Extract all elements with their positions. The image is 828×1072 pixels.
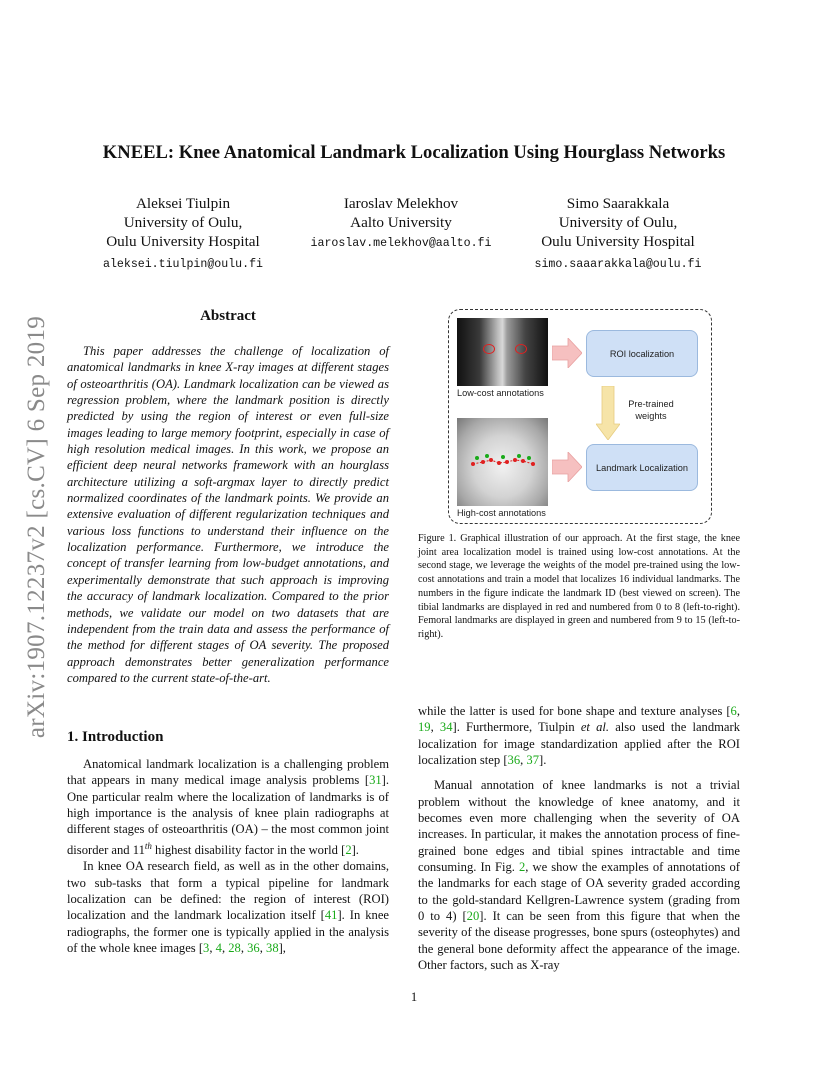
author-email: aleksei.tiulpin@oulu.fi [102, 258, 264, 271]
roi-marker-left [483, 344, 495, 354]
landmark-localization-box: Landmark Localization [586, 444, 698, 491]
citation-link[interactable]: 19 [418, 720, 431, 735]
author-name: Aleksei Tiulpin [135, 195, 231, 212]
arrow-right-icon [552, 338, 582, 368]
intro-column-right [418, 703, 740, 974]
intro-paragraph-1: Anatomical landmark localization is a challenging problem that appears in many medical image analysis problems [31]. One particular realm where the localization of landmarks is of high importance is the analysis of knee plain radiographs at different stages of osteoarthritis (OA) – the most common joint disorder and 11th highest disability factor in the world [2]. [67, 757, 389, 857]
author-block-2 [290, 194, 512, 253]
citation-link[interactable]: 36 [247, 940, 260, 955]
roi-marker-right [515, 344, 527, 354]
citation-link[interactable]: 36 [507, 753, 521, 768]
author-email: iaroslav.melekhov@aalto.fi [310, 237, 492, 250]
citation-link[interactable]: 34 [439, 720, 453, 735]
author-block-3 [520, 194, 716, 274]
citation-link[interactable]: 38 [266, 940, 279, 955]
intro-column-left [67, 756, 389, 956]
author-affiliation: University of Oulu, [123, 214, 243, 231]
author-affiliation: Oulu University Hospital [541, 233, 695, 250]
arxiv-id-text: arXiv:1907.12237v2 [cs.CV] 6 Sep 2019 [23, 315, 50, 739]
citation-link[interactable]: 4 [215, 940, 222, 955]
paper-title: KNEEL: Knee Anatomical Landmark Localization Using Hourglass Networks [102, 142, 726, 163]
intro-paragraph-2: In knee OA research field, as well as in the other domains, two sub-tasks that form a typical pipeline for landmark localization can be defined: the region of interest (ROI) localization and the landmark localization itself [41]. In knee radiographs, the former one is typically applied in the analysis of the whole knee images [3, 4, 28, 36, 38], [67, 859, 389, 955]
pretrained-weights-label: Pre-trained weights [628, 399, 674, 421]
author-block-1 [90, 194, 276, 274]
low-cost-label: Low-cost annotations [457, 388, 544, 398]
citation-link[interactable]: 3 [203, 940, 210, 955]
section-heading-introduction: 1. Introduction [67, 729, 164, 745]
right-paragraph-2: Manual annotation of knee landmarks is not a trivial problem without the knowledge of knee anatomy, and it becomes even more challenging when the severity of OA increases. In particular, it makes the annotation process of fine-grained bone edges and tibial spines intractable and time consuming. In Fig. 2, we show the examples of annotations of the landmarks for each stage of OA severity graded according to the gold-standard Kellgren-Lawrence system (grading from 0 to 4) [20]. It can be seen from this figure that when the severity of the disease progresses, bone spurs (osteophytes) and the general bone deformity affect the appearance of the image. Other factors, such as X-ray [418, 778, 740, 973]
author-affiliation: Oulu University Hospital [106, 233, 260, 250]
arrow-right-icon [552, 452, 582, 482]
citation-link[interactable]: 28 [228, 940, 241, 955]
author-name: Iaroslav Melekhov [343, 195, 459, 212]
citation-link[interactable]: 37 [526, 753, 540, 768]
right-paragraph-1: while the latter is used for bone shape and texture analyses [6, 19, 34]. Furthermore, Tiulpin et al. also used the landmark localization for image standardization applied after the ROI localization step [36, 37]. [418, 704, 741, 768]
low-cost-xray-image [457, 318, 548, 386]
arrow-down-icon [596, 386, 620, 440]
citation-link[interactable]: 2 [518, 860, 526, 875]
citation-link[interactable]: 2 [345, 842, 352, 857]
roi-localization-box: ROI localization [586, 330, 698, 377]
abstract-body [67, 343, 389, 686]
high-cost-xray-image [457, 418, 548, 506]
author-email: simo.saaarakkala@oulu.fi [534, 258, 702, 271]
citation-link[interactable]: 6 [730, 704, 737, 718]
page-number: 1 [410, 990, 418, 1004]
author-name: Simo Saarakkala [566, 195, 670, 212]
abstract-text: This paper addresses the challenge of localization of anatomical landmarks in knee X-ray images at different stages of osteoarthritis (OA). Landmark localization can be viewed as regression problem, where the landmark position is directly predicted by using the region of interest or even full-size images leading to large memory footprint, especially in case of high resolution medical images. In this work, we propose an efficient deep neural networks framework with an hourglass architecture utilizing a soft-argmax layer to directly predict normalized coordinates of the landmark points. We provide an extensive evaluation of different regularization techniques and various loss functions to understand their influence on the localization performance. Furthermore, we introduce the concept of transfer learning from low-budget annotations, and experimentally demonstrate that such approach is improving the accuracy of landmark localization. Compared to the prior methods, we validate our model on two datasets that are independent from the train data and assess the performance of the method for different stages of OA severity. The proposed approach demonstrates better generalization performance compared to the current state-of-the-art. [67, 344, 389, 685]
citation-link[interactable]: 20 [466, 909, 480, 924]
figure-1-caption: Figure 1. Graphical illustration of our approach. At the first stage, the knee joint area localization model is trained using low-cost annotations. At the second stage, we leverage the weights of the model pre-trained using the low-cost annotations and train a model that localizes 16 individual landmarks. The numbers in the figure indicate the landmark ID (best viewed on screen). The tibial landmarks are displayed in red and numbered from 0 to 8 (left-to-right). Femoral landmarks are displayed in green and numbered from 9 to 15 (left-to-right). [418, 533, 740, 640]
abstract-heading: Abstract [200, 308, 256, 324]
author-affiliation: Aalto University [350, 214, 452, 231]
author-affiliation: University of Oulu, [558, 214, 678, 231]
landmark-points [457, 418, 548, 506]
citation-link[interactable]: 31 [369, 773, 382, 788]
citation-link[interactable]: 41 [324, 908, 338, 923]
high-cost-label: High-cost annotations [457, 508, 546, 518]
arxiv-side-stamp [22, 293, 52, 761]
